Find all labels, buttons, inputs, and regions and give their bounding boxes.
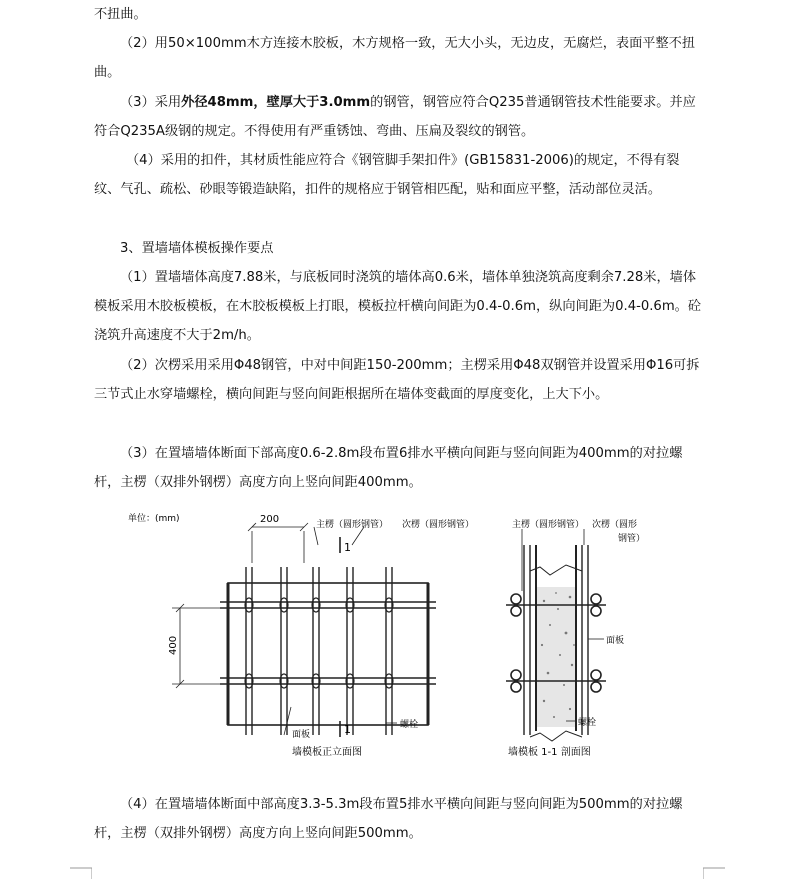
- sub-rib-label: 次楞（圆形钢管）: [402, 520, 475, 530]
- right-main-rib-label: 主楞（圆形钢管）: [512, 520, 585, 530]
- page-corner-mark-right: [703, 867, 725, 879]
- paragraph-middle-bolts: （4）在置墙墙体断面中部高度3.3-5.3m段布置5排水平横向间距与竖向间距为500mm的对拉螺杆，主楞（双排外钢楞）高度方向上竖向间距500mm。: [94, 797, 683, 841]
- right-sub-rib-label-line1: 次楞（圆形: [592, 520, 638, 530]
- unit-label: 单位：(mm): [128, 514, 180, 524]
- right-panel-label: 面板: [606, 636, 625, 646]
- section-heading: 3、置墙墙体模板操作要点: [120, 241, 274, 256]
- paragraph-steel-pipe: （3）采用外径48mm，壁厚大于3.0mm的钢管，钢管应符合Q235普通钢管技术性能要求。并应符合Q235A级钢的规定。不得使用有严重锈蚀、弯曲、压扁及裂纹的钢管。: [94, 95, 696, 139]
- elevation-view: [172, 523, 436, 737]
- right-sub-rib-label-line2: 钢管）: [618, 534, 646, 544]
- caption-section: 墙模板 1-1 剖面图: [508, 747, 591, 758]
- section-mark-top: 1: [344, 541, 351, 554]
- bolt-label: 螺栓: [400, 720, 419, 730]
- right-bolt-label: 螺栓: [578, 718, 597, 728]
- pipe-spec-bold: 外径48mm，壁厚大于3.0mm: [181, 95, 371, 110]
- main-rib-label: 主楞（圆形钢管）: [316, 520, 389, 530]
- paragraph-continuation: 不扭曲。: [94, 7, 147, 22]
- dim-200-label: 200: [260, 514, 280, 525]
- formwork-diagram: [120, 505, 680, 775]
- caption-elevation: 墙模板正立面图: [292, 747, 362, 758]
- panel-label: 面板: [292, 730, 311, 740]
- section-view: [506, 529, 606, 741]
- paragraph-fasteners: （4）采用的扣件，其材质性能应符合《钢管脚手架扣件》(GB15831-2006)的规定，不得有裂纹、气孔、疏松、砂眼等锻造缺陷，扣件的规格应于钢管相匹配，贴和面应平整，活动部位灵活。: [94, 153, 680, 197]
- paragraph-wall-height: （1）置墙墙体高度7.88米，与底板同时浇筑的墙体高0.6米，墙体单独浇筑高度剩余7.28米，墙体模板采用木胶板模板，在木胶板模板上打眼，模板拉杆横向间距为0.4-0.6m，纵向间距为0.4-0.6m。砼浇筑升高速度不大于2m/h。: [94, 270, 702, 343]
- dim-400-label: 400: [168, 635, 179, 655]
- paragraph-ribs: （2）次楞采用采用Φ48钢管，中对中间距150-200mm；主楞采用Φ48双钢管并设置采用Φ16可拆三节式止水穿墙螺栓，横向间距与竖向间距根据所在墙体变截面的厚度变化，上大下小。: [94, 358, 700, 402]
- paragraph-timber: （2）用50×100mm木方连接木胶板，木方规格一致，无大小头，无边皮，无腐烂，表面平整不扭曲。: [94, 36, 696, 80]
- page-corner-mark-left: [70, 867, 92, 879]
- paragraph-lower-bolts: （3）在置墙墙体断面下部高度0.6-2.8m段布置6排水平横向间距与竖向间距为400mm的对拉螺杆，主楞（双排外钢楞）高度方向上竖向间距400mm。: [94, 446, 683, 490]
- section-mark-bottom: 1: [344, 723, 351, 736]
